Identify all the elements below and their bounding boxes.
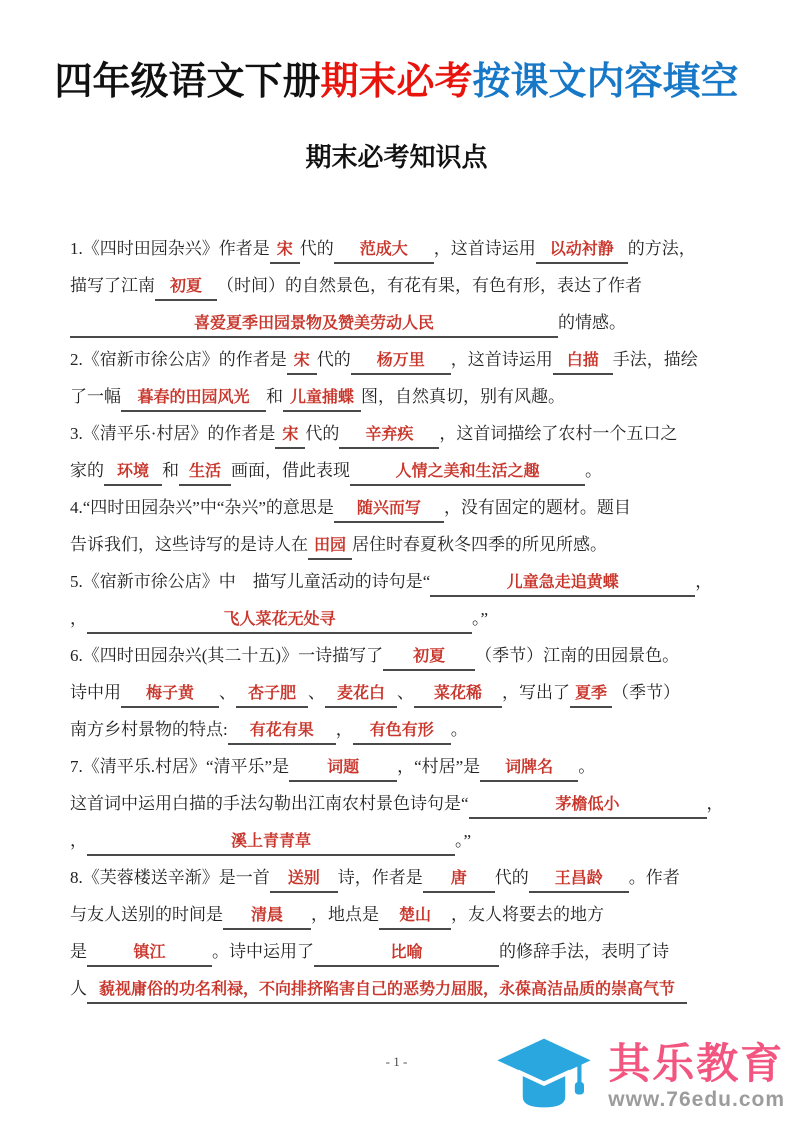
title-black-part: 四年级语文下册 [54, 61, 321, 103]
answer-blank [353, 718, 451, 745]
question-text: 诗中用 [70, 683, 121, 702]
question-text: 代的 [316, 350, 351, 369]
question-text: 和 [266, 387, 283, 406]
answer-text: 有花有果 [249, 722, 314, 739]
question-text: ，这首诗运用 [433, 239, 536, 258]
answer-blank [287, 348, 317, 375]
question-text: 代的 [305, 424, 340, 443]
question-text: ， [695, 572, 713, 591]
question-text: 2.《宿新市徐公店》的作者是 [70, 350, 287, 369]
answer-blank [570, 681, 612, 708]
answer-text: 儿童捕蝶 [289, 389, 354, 406]
question-text: 8.《芙蓉楼送辛渐》是一首 [70, 868, 270, 887]
question-text: 是 [70, 942, 87, 961]
answer-text: 人情之美和生活之趣 [395, 463, 540, 480]
answer-blank [87, 977, 687, 1004]
question-text: 。诗中运用了 [212, 942, 314, 961]
answer-blank [283, 385, 361, 412]
question-text: 告诉我们，这些诗写的是诗人在 [70, 535, 308, 554]
answer-text: 辛弃疾 [365, 426, 414, 443]
answer-text: 唐 [450, 870, 467, 887]
question-text: ，友人将要去的地方 [451, 905, 604, 924]
answer-blank [351, 348, 451, 375]
question-item-8 [70, 859, 745, 1007]
question-text: ，这首词描绘了农村一个五口之 [439, 424, 678, 443]
answer-blank [121, 385, 266, 412]
answer-blank [270, 237, 300, 264]
answer-text: 梅子黄 [145, 685, 194, 702]
question-item-5 [70, 563, 745, 637]
answer-text: 溪上青青草 [230, 833, 311, 850]
answer-blank [334, 496, 444, 523]
question-text: 手法，描绘 [612, 350, 698, 369]
answer-blank [104, 459, 162, 486]
answer-blank [469, 792, 707, 819]
brand-logo [494, 1034, 785, 1120]
question-text: 。 [578, 757, 596, 776]
question-text: 。作者 [628, 868, 680, 887]
question-text: 图，自然真切，别有风趣。 [361, 387, 565, 406]
question-text: 代的 [494, 868, 529, 887]
question-text: ， [335, 720, 353, 739]
question-text: 家的 [70, 461, 104, 480]
answer-blank [553, 348, 613, 375]
question-text: 6.《四时田园杂兴(其二十五)》一诗描写了 [70, 646, 384, 665]
title-red-part: 期末必考 [320, 61, 473, 103]
question-text: 诗，作者是 [337, 868, 423, 887]
answer-text: 生活 [188, 463, 221, 480]
answer-text: 词题 [327, 759, 360, 776]
graduation-cap-icon [494, 1034, 594, 1120]
question-text: 南方乡村景物的特点: [70, 720, 228, 739]
answer-text: 暮春的田园风光 [137, 389, 250, 406]
question-text: 描写了江南 [70, 276, 155, 295]
answer-text: 杨万里 [376, 352, 425, 369]
answer-text: 宋 [276, 241, 293, 258]
answer-text: 有色有形 [369, 722, 434, 739]
answer-blank [430, 570, 695, 597]
question-text: 与友人送别的时间是 [70, 905, 223, 924]
answer-blank [325, 681, 397, 708]
answer-blank [314, 940, 499, 967]
answer-blank [223, 903, 311, 930]
answer-blank [334, 237, 434, 264]
answer-text: 白描 [566, 352, 599, 369]
answer-text: 镇江 [133, 944, 166, 961]
answer-blank [423, 866, 495, 893]
answer-text: 飞人菜花无处寻 [223, 611, 336, 628]
question-text: ， [706, 794, 724, 813]
question-text: 、 [397, 683, 414, 702]
answer-text: 词牌名 [505, 759, 554, 776]
question-text: 的修辞手法，表明了诗 [499, 942, 669, 961]
question-text: （季节）江南的田园景色。 [475, 646, 680, 665]
page-subtitle: 期末必考知识点 [305, 142, 488, 172]
answer-text: 菜花稀 [433, 685, 482, 702]
page-number: - 1 - [385, 1054, 408, 1069]
question-text: （时间）的自然景色，有花有果，有色有形，表达了作者 [217, 276, 642, 295]
website-url: www.76edu.com [608, 1088, 785, 1111]
question-text: ，没有固定的题材。题目 [443, 498, 631, 517]
answer-text: 茅檐低小 [555, 796, 620, 813]
question-item-6 [70, 637, 745, 748]
answer-text: 比喻 [390, 944, 423, 961]
question-text: 、 [308, 683, 325, 702]
question-text: ，“村居”是 [397, 757, 481, 776]
question-text: 。” [472, 609, 489, 628]
answer-blank [308, 533, 352, 560]
question-text: 的方法， [627, 239, 696, 258]
answer-blank [270, 866, 338, 893]
title-blue-part: 按课文内容填空 [472, 61, 739, 103]
question-text: ，这首诗运用 [450, 350, 553, 369]
answer-text: 儿童急走追黄蝶 [506, 574, 619, 591]
answer-text: 宋 [282, 426, 299, 443]
answer-blank [383, 644, 475, 671]
question-text: 7.《清平乐.村居》“清平乐”是 [70, 757, 290, 776]
questions-list [70, 230, 745, 1007]
question-text: 居住时春夏秋冬四季的所见所感。 [352, 535, 607, 554]
answer-text: 清晨 [250, 907, 283, 924]
answer-blank [87, 607, 472, 634]
question-text: （季节） [612, 683, 681, 702]
question-item-3 [70, 415, 745, 489]
answer-blank [414, 681, 502, 708]
question-item-2 [70, 341, 745, 415]
answer-blank [121, 681, 219, 708]
question-text: 的情感。 [558, 313, 626, 332]
page-title [0, 50, 793, 105]
answer-blank [179, 459, 231, 486]
question-text: 人 [70, 979, 87, 998]
answer-text: 楚山 [398, 907, 431, 924]
answer-blank [275, 422, 305, 449]
question-item-4 [70, 489, 745, 563]
answer-text: 随兴而写 [356, 500, 421, 517]
answer-text: 宋 [293, 352, 310, 369]
answer-text: 王昌龄 [554, 870, 603, 887]
question-text: ， [70, 831, 87, 850]
answer-text: 藐视庸俗的功名利禄，不向排挤陷害自己的恶势力屈服，永葆高洁品质的崇高气节 [98, 981, 675, 998]
question-text: ，地点是 [311, 905, 379, 924]
answer-blank [379, 903, 451, 930]
answer-text: 夏季 [575, 685, 608, 702]
answer-text: 杏子肥 [247, 685, 296, 702]
answer-blank [480, 755, 578, 782]
answer-text: 以动衬静 [549, 241, 614, 258]
answer-text: 范成大 [359, 241, 408, 258]
question-item-7 [70, 748, 745, 859]
question-text: ， [70, 609, 87, 628]
answer-blank [70, 311, 558, 338]
answer-blank [339, 422, 439, 449]
answer-blank [350, 459, 585, 486]
answer-blank [289, 755, 397, 782]
question-text: 、 [219, 683, 236, 702]
question-text: 。” [455, 831, 472, 850]
brand-name: 其乐教育 [608, 1040, 785, 1087]
logo-text-block [608, 1041, 785, 1113]
answer-text: 送别 [287, 870, 320, 887]
answer-text: 初夏 [413, 648, 446, 665]
question-text: 。 [450, 720, 468, 739]
question-text: 了一幅 [70, 387, 121, 406]
answer-text: 麦花白 [336, 685, 385, 702]
answer-blank [155, 274, 217, 301]
answer-blank [529, 866, 629, 893]
question-text: 。 [585, 461, 602, 480]
question-text: ，写出了 [502, 683, 570, 702]
answer-text: 喜爱夏季田园景物及赞美劳动人民 [193, 315, 434, 332]
answer-text: 环境 [116, 463, 149, 480]
question-item-1 [70, 230, 745, 341]
answer-blank [536, 237, 628, 264]
answer-blank [236, 681, 308, 708]
question-text: 5.《宿新市徐公店》中 描写儿童活动的诗句是“ [70, 572, 431, 591]
question-text: 和 [162, 461, 179, 480]
answer-text: 初夏 [169, 278, 202, 295]
question-text: 3.《清平乐·村居》的作者是 [70, 424, 276, 443]
answer-blank [87, 940, 212, 967]
question-text: 代的 [299, 239, 334, 258]
answer-blank [228, 718, 336, 745]
answer-blank [87, 829, 455, 856]
question-text: 画面，借此表现 [231, 461, 350, 480]
question-text: 1.《四时田园杂兴》作者是 [70, 239, 270, 258]
answer-text: 田园 [313, 537, 346, 554]
question-text: 这首词中运用白描的手法勾勒出江南农村景色诗句是“ [70, 794, 469, 813]
question-text: 4.“四时田园杂兴”中“杂兴”的意思是 [70, 498, 334, 517]
